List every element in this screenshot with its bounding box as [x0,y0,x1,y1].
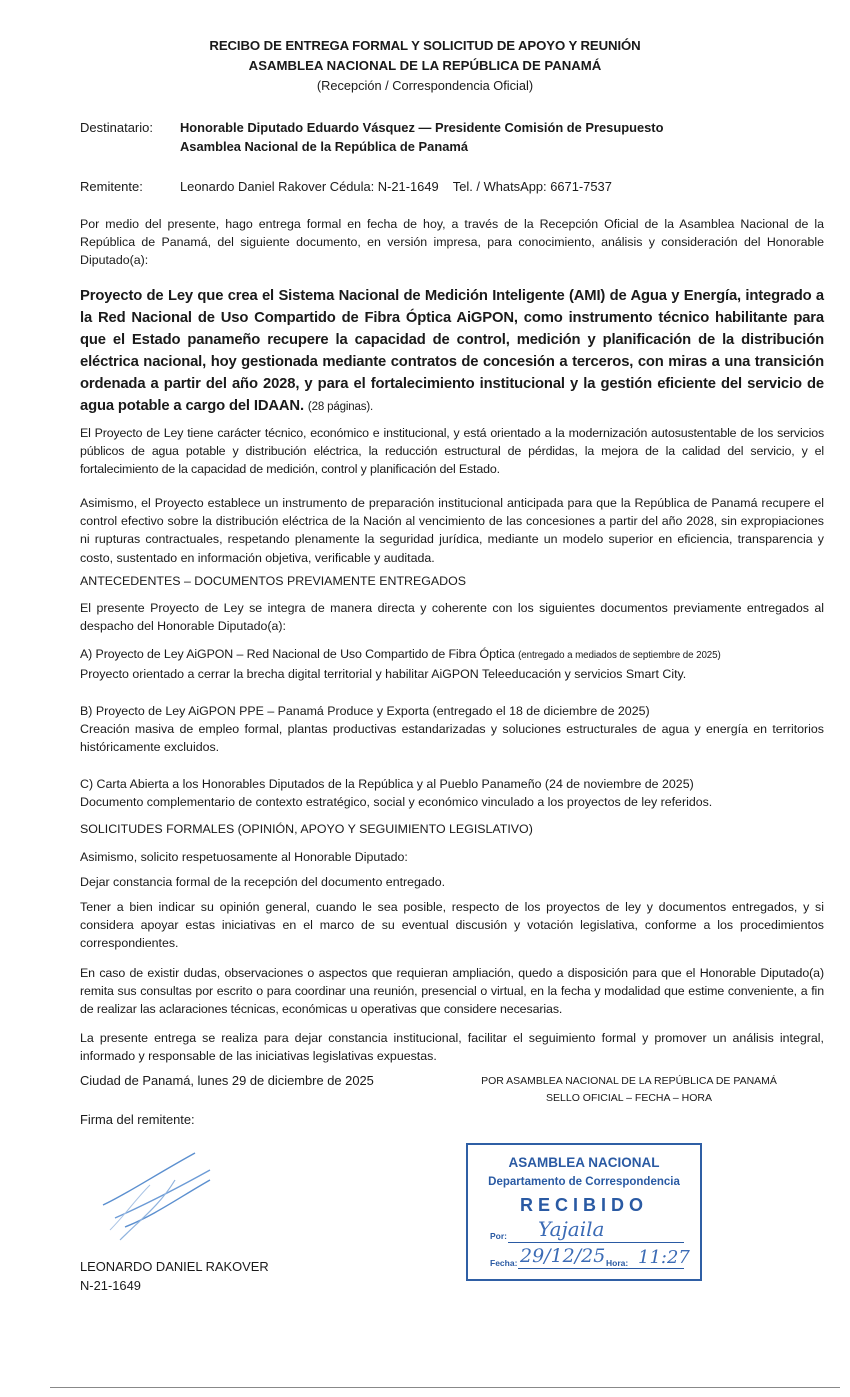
final-paragraph: La presente entrega se realiza para dejar constancia institucional, facilitar el seguimiento formal y promover un análisis integral, informado y responsable de las iniciativas legislativas expuestas. [80,1031,824,1064]
antecedente-a-note: (entregado a mediados de septiembre de 2025) [518,650,721,661]
signature-label: Firma del remitente: [80,1112,195,1127]
signer-id: N-21-1649 [80,1278,141,1293]
document-title: RECIBO DE ENTREGA FORMAL Y SOLICITUD DE APOYO Y REUNIÓN [209,38,641,53]
recipient-label: Destinatario: [80,120,153,135]
stamp-fecha-label: Fecha: [490,1258,518,1268]
document-institution: ASAMBLEA NACIONAL DE LA REPÚBLICA DE PANAMÁ [248,58,602,73]
stamp-por-value: Yajaila [538,1217,605,1241]
recipient-line1: Honorable Diputado Eduardo Vásquez — Presidente Comisión de Presupuesto [180,120,664,135]
character-paragraph: El Proyecto de Ley tiene carácter técnico, económico e institucional, y está orientado a la modernización autosustentable de los servicios públicos de agua potable y distribución eléctrica, la reducción estructural de pérdidas, la mejora de la calidad del servicio, y el fortalecimiento de la capacidad de medición, control y planificación del Estado. [80,426,824,477]
asimismo-paragraph: Asimismo, el Proyecto establece un instrumento de preparación institucional anticipada para que la República de Panamá recupere el control efectivo sobre la distribución eléctrica de la Nación al vencimiento de las concesiones a partir del año 2028, sin expropiaciones ni rupturas contractuales, respetando plenamente la seguridad jurídica, mediante un modelo superior en eficiencia, transparencia y costo, sustentado en información objetiva, verificable y auditada. [80,496,824,565]
antecedente-a [80,645,840,683]
antecedente-c-title: C) Carta Abierta a los Honorables Diputados de la República y al Pueblo Panameño (24 de noviembre de 2025) [80,777,694,791]
antecedente-b-description: Creación masiva de empleo formal, plantas productivas estandarizadas y soluciones estructurales de agua y energía en territorios históricamente excluidos. [80,722,824,755]
solicitudes-heading: SOLICITUDES FORMALES (OPINIÓN, APOYO Y SEGUIMIENTO LEGISLATIVO) [80,822,533,836]
sender-value: Leonardo Daniel Rakover Cédula: N-21-1649 Tel. / WhatsApp: 6671-7537 [180,179,612,194]
stamp-fecha-value: 29/12/25 [520,1245,606,1267]
antecedente-a-title: A) Proyecto de Ley AiGPON – Red Nacional de Uso Compartido de Fibra Óptica [80,647,515,661]
assembly-seal-line1: POR ASAMBLEA NACIONAL DE LA REPÚBLICA DE PANAMÁ [481,1075,777,1087]
antecedente-c-description: Documento complementario de contexto estratégico, social y económico vinculado a los proyectos de ley referidos. [80,795,713,810]
intro-paragraph: Por medio del presente, hago entrega formal en fecha de hoy, a través de la Recepción Oficial de la Asamblea Nacional de la República de Panamá, del siguiente documento, en versión impresa, para conocimiento, análisis y consideración del Honorable Diputado(a): [80,217,824,268]
stamp-institution: ASAMBLEA NACIONAL [508,1155,660,1170]
assembly-seal-line2: SELLO OFICIAL – FECHA – HORA [546,1092,712,1104]
stamp-por-label: Por: [490,1231,507,1241]
assembly-seal-caption [460,1075,798,1104]
project-title-text: Proyecto de Ley que crea el Sistema Nacional de Medición Inteligente (AMI) de Agua y Energía, integrado a la Red Nacional de Uso Compartido de Fibra Óptica AiGPON, como instrumento técnico habilitante para que el Estado panameño recupere la capacidad de control, medición y planificación de la distribución eléctrica nacional, hoy gestionada mediante contratos de concesión a terceros, con miras a una transición ordenada a partir del año 2028, y para el fortalecimiento institucional y la gestión eficiente del servicio de agua potable a cargo del IDAAN. [80,288,824,414]
antecedente-c [80,775,840,811]
antecedentes-intro: El presente Proyecto de Ley se integra de manera directa y coherente con los siguientes documentos previamente entregados al despacho del Honorable Diputado(a): [80,601,824,634]
page-bottom-rule [50,1387,840,1388]
stamp-hora-value: 11:27 [638,1247,690,1268]
antecedente-b-title: B) Proyecto de Ley AiGPON PPE – Panamá Produce y Exporta (entregado el 18 de diciembre de 2025) [80,704,650,718]
place-date: Ciudad de Panamá, lunes 29 de diciembre de 2025 [80,1073,374,1088]
stamp-por-line [508,1242,684,1243]
solicitudes-intro: Asimismo, solicito respetuosamente al Honorable Diputado: [80,850,408,864]
stamp-department: Departamento de Correspondencia [488,1176,680,1188]
antecedente-a-description: Proyecto orientado a cerrar la brecha digital territorial y habilitar AiGPON Teleeducación y servicios Smart City. [80,667,687,682]
recipient-line2: Asamblea Nacional de la República de Panamá [180,139,469,154]
antecedentes-heading: ANTECEDENTES – DOCUMENTOS PREVIAMENTE ENTREGADOS [80,574,467,588]
signer-name: LEONARDO DANIEL RAKOVER [80,1259,269,1274]
sender-label: Remitente: [80,179,143,194]
stamp-fecha-line [518,1268,684,1269]
project-title [80,285,824,418]
stamp-received: RECIBIDO [519,1195,648,1215]
document-subtitle: (Recepción / Correspondencia Oficial) [316,78,534,93]
antecedente-b [80,702,824,757]
dudas-paragraph: En caso de existir dudas, observaciones o aspectos que requieran ampliación, quedo a disposición para que el Honorable Diputado(a) remita sus consultas por escrito o para coordinar una reunión, presencial o virtual, en la fecha y modalidad que estime conveniente, a fin de realizar las aclaraciones técnicas, económicas u operativas que considere necesarias. [80,966,824,1017]
stamp-hora-label: Hora: [606,1258,629,1268]
solicitud-1: Dejar constancia formal de la recepción del documento entregado. [80,875,446,889]
reception-stamp [466,1143,702,1281]
solicitud-2: Tener a bien indicar su opinión general, cuando le sea posible, respecto de los proyectos de ley y documentos entregados, y si considera apoyar estas iniciativas en el marco de su eventual discusión y votación legislativa, conforme a los procedimientos correspondientes. [80,900,824,951]
signature-image [95,1135,225,1255]
project-pages: (28 páginas). [307,401,374,413]
